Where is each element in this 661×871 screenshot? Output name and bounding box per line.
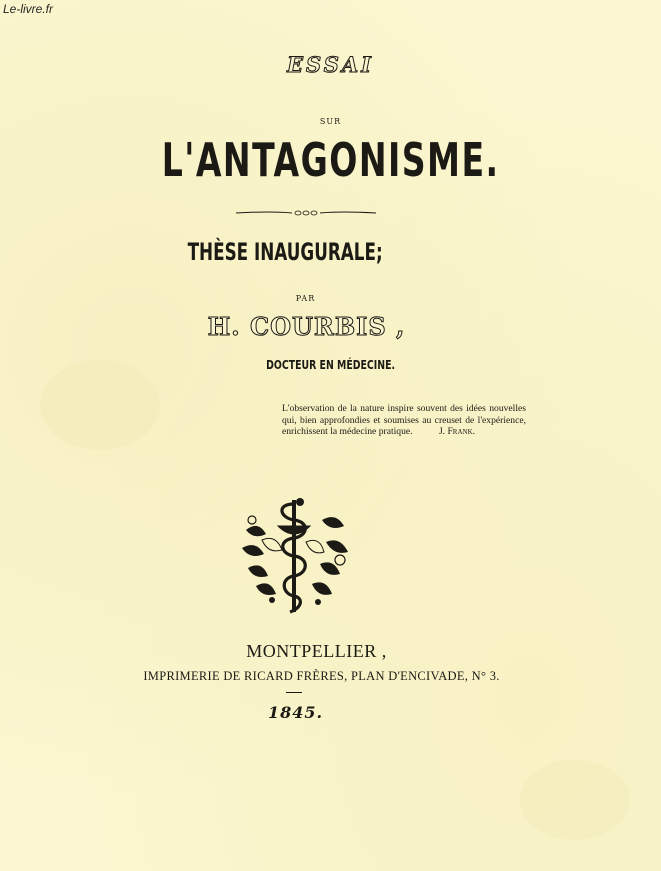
- essai-heading: ESSAI: [287, 52, 374, 77]
- paper-stain: [40, 360, 160, 450]
- author-name: H. COURBIS ,: [207, 312, 406, 341]
- ornamental-rule: [236, 209, 376, 217]
- epigraph-text: L'observation de la nature inspire souvent des idées nouvelles qui, bien approfondies et soumises au creuset de l'expérience, enrichissent la médecine pratique.: [282, 403, 526, 437]
- imprint-printer: IMPRIMERIE DE RICARD FRÈRES, PLAN D'ENCIVADE, N° 3.: [143, 669, 500, 683]
- epigraph-attribution: J. Frank.: [438, 426, 476, 437]
- sur-word: SUR: [319, 117, 342, 126]
- thesis-label: THÈSE INAUGURALE;: [187, 238, 383, 266]
- caduceus-vignette-icon: [236, 490, 354, 620]
- paper-stain: [520, 760, 630, 840]
- author-degree: DOCTEUR EN MÉDECINE.: [266, 358, 396, 372]
- imprint-city: MONTPELLIER ,: [246, 641, 387, 661]
- imprint-year: 1845.: [267, 703, 324, 722]
- epigraph: [282, 403, 526, 438]
- par-word: PAR: [295, 294, 316, 303]
- page-title: L'ANTAGONISME.: [161, 133, 500, 187]
- site-watermark: Le-livre.fr: [3, 2, 54, 16]
- divider: [286, 692, 302, 693]
